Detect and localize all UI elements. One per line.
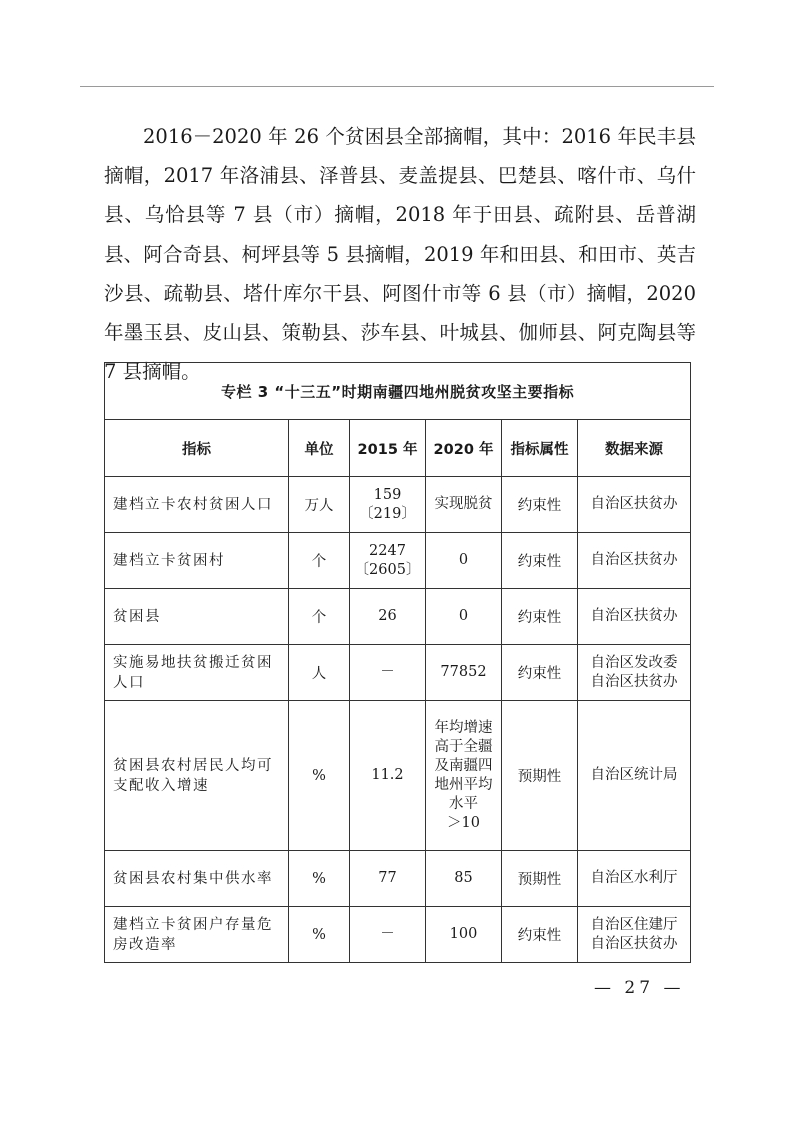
cell-unit: % [289,907,350,963]
cell-2015-line: 159 [373,486,402,503]
header-indicator: 指标 [105,420,289,477]
cell-2020-line: 实现脱贫 [434,496,493,512]
cell-indicator: 建档立卡贫困户存量危房改造率 [105,907,289,963]
header-attribute: 指标属性 [502,420,578,477]
cell-indicator: 建档立卡农村贫困人口 [105,477,289,533]
cell-2015 [350,907,426,963]
cell-source-line: 自治区水利厅 [590,870,678,886]
cell-2020 [426,645,502,701]
table-row [105,477,691,533]
cell-source [578,701,691,851]
cell-source-line: 自治区扶贫办 [590,608,678,624]
cell-2015-line: － [380,664,395,680]
table-header-row [105,420,691,477]
cell-2020-line: 高于全疆 [434,738,493,755]
page-number: — 27 — [594,978,685,998]
cell-source [578,589,691,645]
table-row [105,645,691,701]
cell-2020 [426,851,502,907]
cell-2020 [426,907,502,963]
cell-2015 [350,645,426,701]
cell-unit: % [289,851,350,907]
cell-2020-line: 水平 [449,795,478,812]
cell-2020-line: ＞10 [447,814,480,831]
cell-indicator: 贫困县农村集中供水率 [105,851,289,907]
cell-unit: 个 [289,589,350,645]
cell-2020 [426,533,502,589]
table-title-row [105,363,691,420]
cell-indicator: 实施易地扶贫搬迁贫困人口 [105,645,289,701]
cell-2020 [426,589,502,645]
cell-source [578,533,691,589]
cell-attribute: 约束性 [502,533,578,589]
cell-2015 [350,477,426,533]
table-title: 专栏 3 “十三五”时期南疆四地州脱贫攻坚主要指标 [105,363,691,420]
cell-source-line: 自治区扶贫办 [590,496,678,512]
cell-2015-line: 〔219〕 [359,505,416,522]
cell-source [578,645,691,701]
cell-source-line: 自治区发改委 [590,654,678,671]
cell-2015 [350,533,426,589]
cell-2015-line: 〔2605〕 [354,561,421,578]
header-2020: 2020 年 [426,420,502,477]
cell-2015-line: 77 [378,870,397,886]
cell-2015-line: 11.2 [371,767,404,783]
cell-2020-line: 地州平均 [434,776,493,793]
cell-2020-line: 100 [449,926,478,942]
cell-indicator: 贫困县 [105,589,289,645]
table-row [105,589,691,645]
cell-2020-line: 85 [454,870,473,886]
table-row [105,851,691,907]
body-paragraph: 2016－2020 年 26 个贫困县全部摘帽，其中：2016 年民丰县摘帽，2017 年洛浦县、泽普县、麦盖提县、巴楚县、喀什市、乌什县、乌恰县等 7 县（市）摘帽，2018 年于田县、疏附县、岳普湖县、阿合奇县、柯坪县等 5 县摘帽，2019 年和田县、和田市、英吉沙县、疏勒县、塔什库尔干县、阿图什市等 6 县（市）摘帽，2020 年墨玉县、皮山县、策勒县、莎车县、叶城县、伽师县、阿克陶县等 7 县摘帽。 [104,125,696,384]
cell-2020-line: 0 [458,608,469,624]
cell-source-line: 自治区扶贫办 [590,935,678,952]
cell-source-line: 自治区扶贫办 [590,552,678,568]
cell-2015 [350,701,426,851]
cell-2020 [426,701,502,851]
cell-indicator: 建档立卡贫困村 [105,533,289,589]
cell-unit: 个 [289,533,350,589]
cell-attribute: 约束性 [502,589,578,645]
header-unit: 单位 [289,420,350,477]
cell-source-line: 自治区住建厅 [590,916,678,933]
cell-source [578,477,691,533]
indicator-table [104,362,691,963]
header-source: 数据来源 [578,420,691,477]
cell-2015 [350,851,426,907]
table-row [105,533,691,589]
cell-attribute: 约束性 [502,477,578,533]
cell-2020-line: 0 [458,552,469,568]
cell-2015-line: 26 [378,608,397,624]
table-row [105,701,691,851]
cell-source-line: 自治区统计局 [590,767,678,783]
cell-2020-line: 77852 [440,664,487,680]
header-rule [80,86,714,87]
cell-source-line: 自治区扶贫办 [590,673,678,690]
cell-2015-line: 2247 [369,542,406,559]
cell-2020 [426,477,502,533]
cell-unit: 人 [289,645,350,701]
cell-2020-line: 年均增速 [434,719,493,736]
cell-attribute: 约束性 [502,645,578,701]
cell-attribute: 约束性 [502,907,578,963]
cell-2015-line: － [380,926,395,942]
cell-attribute: 预期性 [502,851,578,907]
table-row [105,907,691,963]
cell-unit: % [289,701,350,851]
cell-2020-line: 及南疆四 [434,757,493,774]
cell-source [578,851,691,907]
cell-source [578,907,691,963]
cell-unit: 万人 [289,477,350,533]
header-2015: 2015 年 [350,420,426,477]
cell-attribute: 预期性 [502,701,578,851]
cell-indicator: 贫困县农村居民人均可支配收入增速 [105,701,289,851]
cell-2015 [350,589,426,645]
